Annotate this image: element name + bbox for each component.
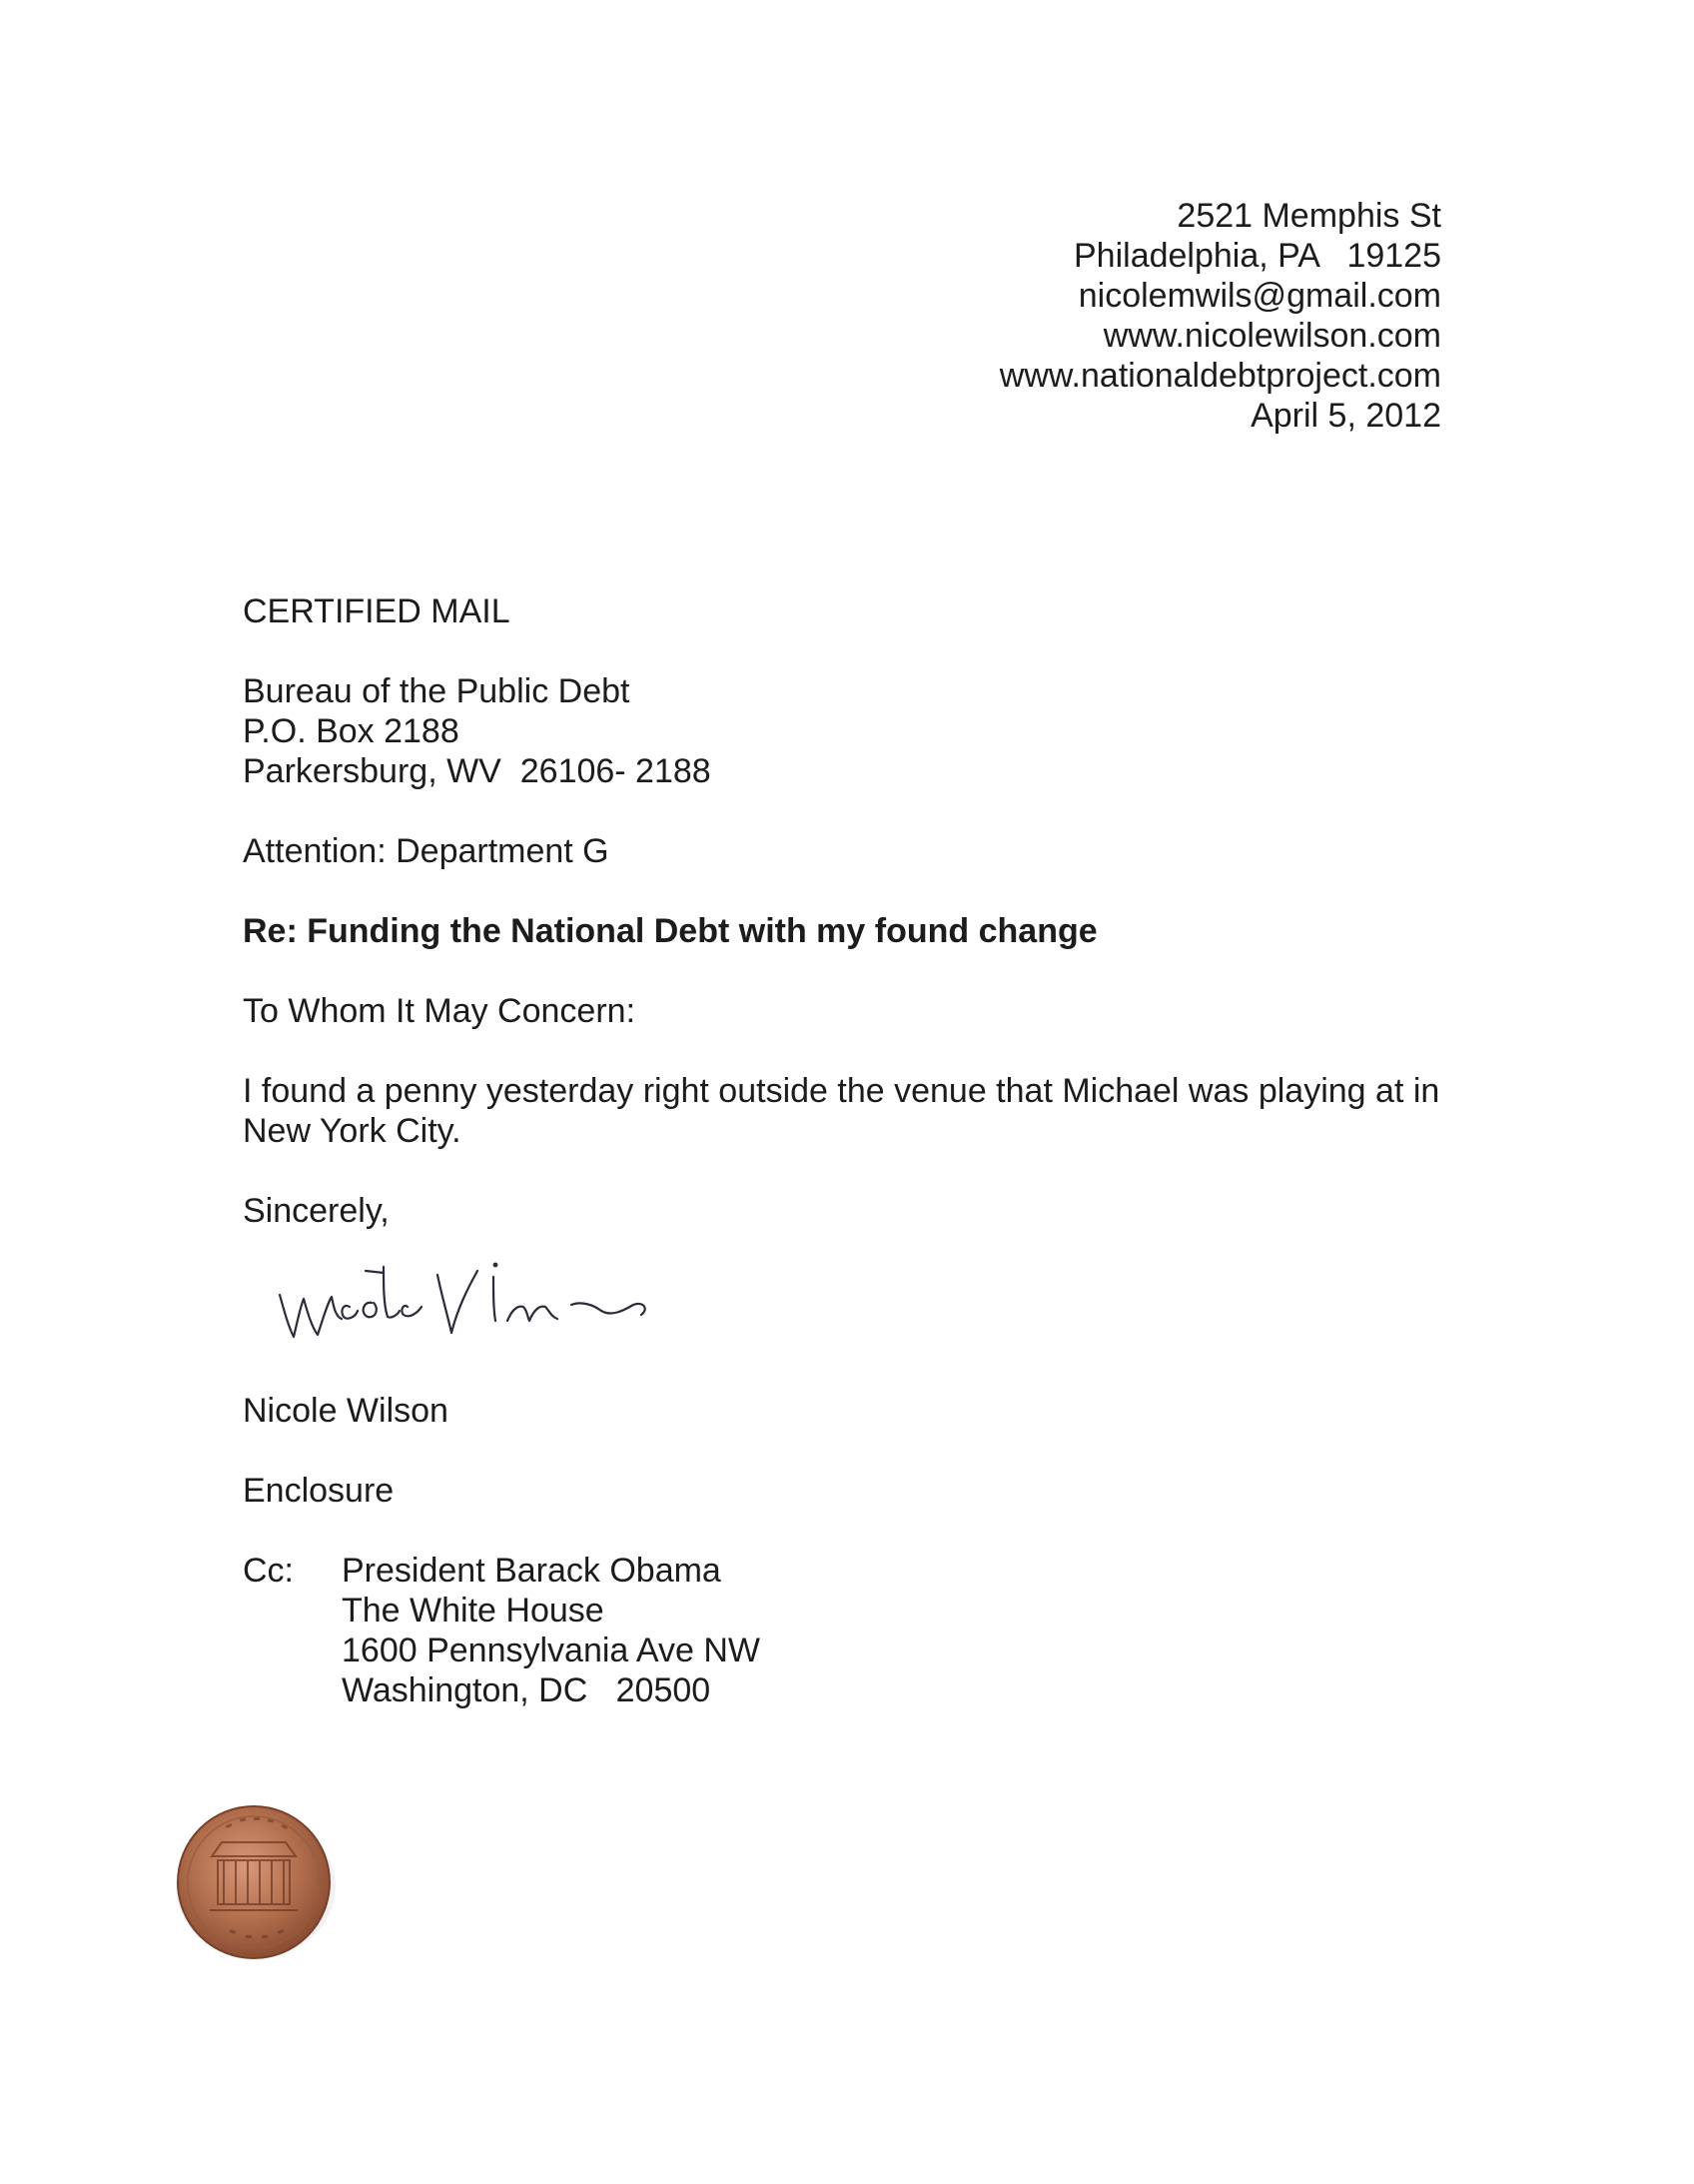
cc-label: Cc: [243, 1552, 294, 1590]
cc-address [342, 1551, 760, 1710]
recipient-city-state-zip: Parkersburg, WV 26106- 2188 [243, 752, 711, 790]
subject-line: Re: Funding the National Debt with my found change [243, 912, 1098, 950]
enclosure-notation: Enclosure [243, 1472, 395, 1510]
penny-coin-icon [170, 1798, 338, 1966]
recipient-name: Bureau of the Public Debt [243, 672, 630, 710]
body-line-1: I found a penny yesterday right outside the venue that Michael was playing at in [243, 1072, 1440, 1110]
cc-organization: The White House [342, 1592, 604, 1630]
return-address-street: 2521 Memphis St [1177, 197, 1441, 235]
cc-city-state-zip: Washington, DC 20500 [342, 1671, 711, 1709]
return-address-website-1: www.nicolewilson.com [1103, 317, 1441, 355]
return-address-city-state-zip: Philadelphia, PA 19125 [1074, 237, 1441, 275]
recipient-address [243, 671, 711, 791]
cc-name: President Barack Obama [342, 1552, 721, 1590]
body-paragraph [243, 1071, 1461, 1151]
attention-line: Attention: Department G [243, 832, 609, 870]
closing: Sincerely, [243, 1192, 390, 1230]
handwritten-signature-icon [272, 1247, 681, 1357]
return-address [1000, 196, 1441, 436]
salutation: To Whom It May Concern: [243, 992, 636, 1030]
recipient-po-box: P.O. Box 2188 [243, 712, 459, 750]
cc-street: 1600 Pennsylvania Ave NW [342, 1632, 760, 1669]
signer-name: Nicole Wilson [243, 1392, 448, 1430]
mailing-method: CERTIFIED MAIL [243, 592, 510, 630]
body-line-2: New York City. [243, 1112, 461, 1150]
return-address-website-2: www.nationaldebtproject.com [999, 357, 1441, 395]
letter-date: April 5, 2012 [1251, 397, 1441, 435]
return-address-email: nicolemwils@gmail.com [1078, 277, 1441, 315]
